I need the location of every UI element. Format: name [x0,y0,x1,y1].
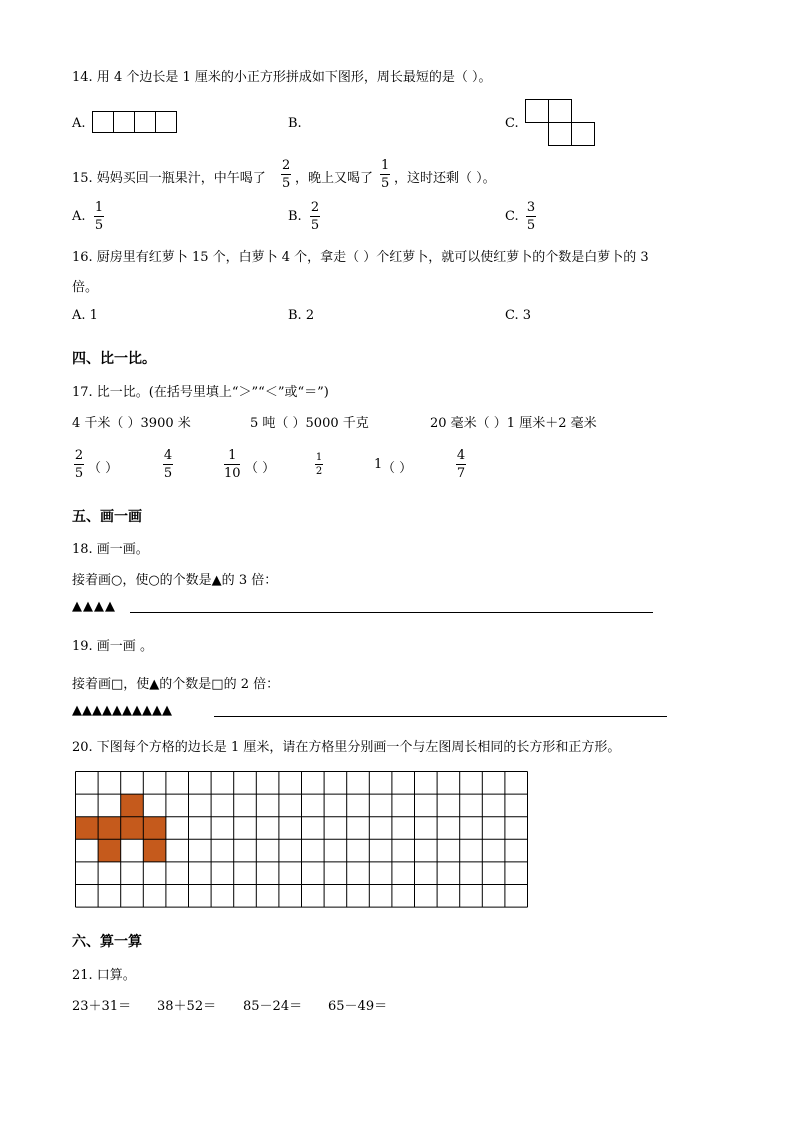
q17-fraction-1-2 [315,452,323,477]
unit-square [134,111,156,133]
q17-fraction-4-5 [163,448,173,481]
numerator: 1 [381,158,390,173]
unit-square [571,122,595,146]
q21-expression-1: 23＋31＝ [72,999,132,1014]
filled-cell [143,839,166,862]
section-5-heading: 五、画一画 [72,509,142,525]
q21-expression-3: 85－24＝ [243,999,303,1014]
denominator: 10 [224,466,241,481]
q14-option-a-label[interactable]: A. [72,116,86,131]
q18-drawing-line[interactable] [130,612,653,613]
q18-instruction: 接着画○，使○的个数是▲的 3 倍： [72,573,278,588]
q16-text-line2: 倍。 [72,280,99,295]
numerator: 1 [94,200,104,215]
q15-option-c-fraction [526,200,536,233]
q17-compare-2: 5 吨（ ）5000 千克 [250,416,369,431]
q14-option-b-label[interactable]: B. [288,116,302,131]
numerator: 4 [163,448,173,463]
unit-square [155,111,177,133]
denominator: 5 [526,218,536,233]
filled-cell [121,817,144,840]
q17-fraction-1-10 [224,448,241,481]
q19-instruction: 接着画□，使▲的个数是□的 2 倍： [72,677,280,692]
q21-expression-2: 38＋52＝ [157,999,217,1014]
denominator: 7 [456,466,466,481]
q15-option-c-label[interactable]: C. [505,209,519,224]
denominator: 5 [282,176,291,191]
numerator: 1 [315,452,323,463]
numerator: 2 [74,448,84,463]
q20-text: 20. 下图每个方格的边长是 1 厘米，请在方格里分别画一个与左图周长相同的长方形和正方形。 [72,740,621,755]
numerator: 2 [310,200,320,215]
unit-square [548,99,572,123]
q17-text: 17. 比一比。(在括号里填上“＞”“＜”或“＝”) [72,385,329,400]
q15-option-b-label[interactable]: B. [288,209,302,224]
numerator: 2 [282,158,291,173]
section-4-heading: 四、比一比。 [72,351,156,367]
unit-square [525,99,549,123]
section-6-heading: 六、算一算 [72,934,142,950]
q16-text-line1: 16. 厨房里有红萝卜 15 个，白萝卜 4 个，拿走（ ）个红萝卜，就可以使红萝卜的个数是白萝卜的 3 [72,250,649,265]
q19-drawing-line[interactable] [214,716,667,717]
numerator: 3 [526,200,536,215]
numerator: 1 [228,448,237,463]
unit-square [113,111,135,133]
denominator: 5 [310,218,320,233]
denominator: 5 [163,466,173,481]
q16-option-b[interactable]: B. 2 [288,308,315,323]
unit-square [92,111,114,133]
q15-option-a-fraction [94,200,104,233]
q17-fraction-4-7 [456,448,466,481]
q18-title: 18. 画一画。 [72,542,149,557]
q17-answer-paren-5[interactable]: （ ） [245,461,276,476]
filled-cell [121,794,144,817]
q15-fraction-1 [281,158,291,191]
q19-triangle-row: ▲▲▲▲▲▲▲▲▲▲ [72,703,172,718]
q19-title: 19. 画一画 。 [72,639,153,654]
q17-answer-paren-4[interactable]: （ ） [88,461,119,476]
q15-option-a-label[interactable]: A. [72,209,86,224]
numerator: 4 [456,448,466,463]
q18-triangle-row: ▲▲▲▲ [72,599,116,614]
q17-answer-paren-6[interactable]: （ ） [382,461,413,476]
denominator: 5 [381,176,390,191]
q14-option-a-figure [92,111,177,133]
q14-text: 14. 用 4 个边长是 1 厘米的小正方形拼成如下图形，周长最短的是（ ）。 [72,70,492,85]
filled-cell [143,817,166,840]
q15-text-part2: ，晚上又喝了 [295,171,374,186]
q16-option-c[interactable]: C. 3 [505,308,532,323]
q20-square-grid[interactable] [75,771,528,911]
filled-cell [98,839,121,862]
denominator: 2 [315,466,323,477]
q15-option-b-fraction [310,200,320,233]
q17-compare-1: 4 千米（ ）3900 米 [72,416,191,431]
denominator: 5 [74,466,84,481]
q21-title: 21. 口算。 [72,968,136,983]
q17-value-1: 1 [374,457,383,472]
unit-square [548,122,572,146]
q15-text-part1: 15. 妈妈买回一瓶果汁，中午喝了 [72,171,266,186]
q17-compare-3: 20 毫米（ ）1 厘米＋2 毫米 [430,416,597,431]
q16-option-a[interactable]: A. 1 [72,308,98,323]
q15-text-part3: ，这时还剩（ ）。 [394,171,496,186]
filled-cell [76,817,99,840]
q15-fraction-2 [380,158,390,191]
filled-cell [98,817,121,840]
q14-option-c-label[interactable]: C. [505,116,519,131]
q14-option-c-figure [525,99,595,147]
q21-expression-4: 65－49＝ [328,999,388,1014]
denominator: 5 [94,218,104,233]
q17-fraction-2-5 [74,448,84,481]
